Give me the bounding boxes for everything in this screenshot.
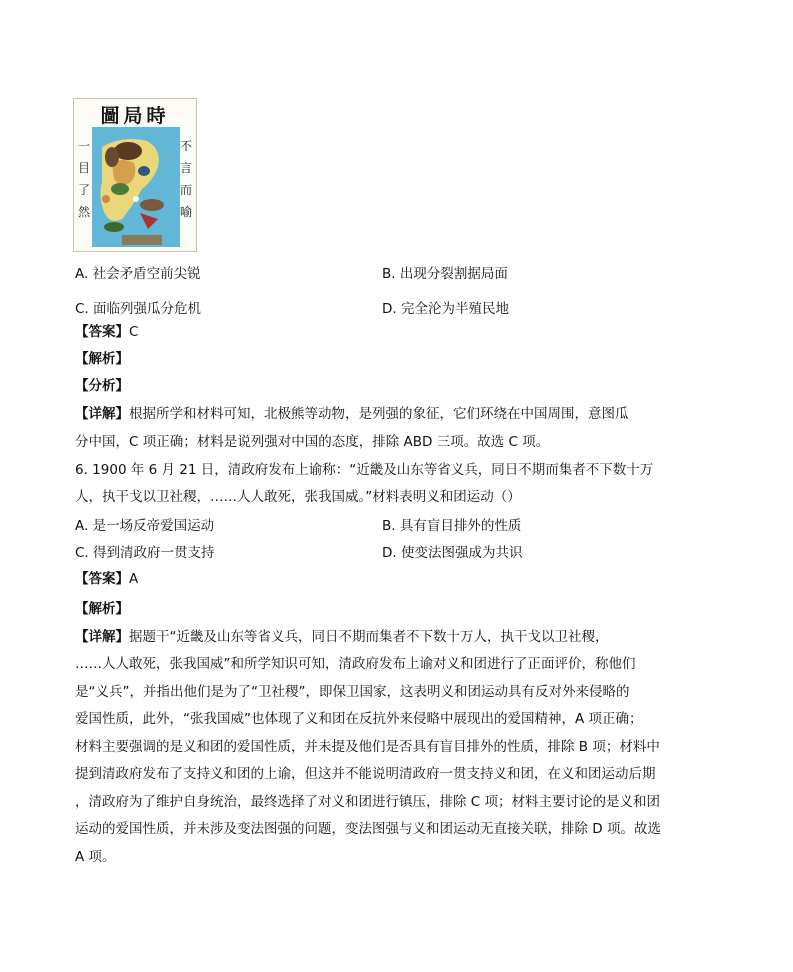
q6-detail-line-3: 是“义兵”，并指出他们是为了“卫社稷”，即保卫国家，这表明义和团运动具有反对外来侵略的 — [75, 684, 630, 700]
q6-analysis-tag: 【解析】 — [75, 601, 129, 617]
q5-answer-value: C — [129, 324, 139, 340]
q5-option-c: C. 面临列强瓜分危机 — [75, 301, 202, 317]
q6-detail-line-6: 提到清政府发布了支持义和团的上谕，但这并不能说明清政府一贯支持义和团，在义和团运动后期 — [75, 766, 656, 782]
q6-option-c: C. 得到清政府一贯支持 — [75, 545, 215, 561]
q5-option-d: D. 完全沦为半殖民地 — [382, 301, 509, 317]
q6-answer-value: A — [129, 571, 139, 587]
china-map-icon — [92, 127, 180, 247]
q6-stem-line-2: 人，执干戈以卫社稷，……人人敢死，张我国威。”材料表明义和团运动（） — [75, 489, 521, 505]
q6-detail-line-5: 材料主要强调的是义和团的爱国性质，并未提及他们是否具有盲目排外的性质，排除 B 项；材料中 — [75, 739, 660, 755]
q5-detail-line-2: 分中国，C 项正确；材料是说列强对中国的态度，排除 ABD 三项。故选 C 项。 — [75, 434, 550, 450]
q5-analysis-tag: 【解析】 — [75, 351, 129, 367]
q5-detail-tag: 【详解】 — [75, 406, 129, 422]
q5-detail-line-1: 【详解】根据所学和材料可知，北极熊等动物，是列强的象征，它们环绕在中国周围，意图瓜 — [75, 406, 629, 422]
q6-detail-tag: 【详解】 — [75, 629, 129, 645]
q6-detail-line-4: 爱国性质，此外，“张我国威”也体现了义和团在反抗外来侵略中展现出的爱国精神，A 项正确； — [75, 711, 643, 727]
q6-detail-line-1: 【详解】据题干“近畿及山东等省义兵，同日不期而集者不下数十万人，执干戈以卫社稷， — [75, 629, 609, 645]
cartoon-image — [73, 98, 197, 252]
q5-answer-tag: 【答案】 — [75, 324, 129, 340]
cartoon-title: 圖局時 — [100, 105, 170, 127]
q6-option-b: B. 具有盲目排外的性质 — [382, 518, 522, 534]
q5-option-a: A. 社会矛盾空前尖锐 — [75, 266, 201, 282]
q6-detail-line-7: ，清政府为了维护自身统治，最终选择了对义和团进行镇压，排除 C 项；材料主要讨论的是义和团 — [75, 794, 661, 810]
q6-answer — [75, 568, 138, 590]
q6-stem-line-1: 6. 1900 年 6 月 21 日，清政府发布上谕称：“近畿及山东等省义兵，同日不期而集者不下数十万 — [75, 462, 654, 478]
cartoon-map-illustration — [92, 127, 180, 247]
q5-option-b: B. 出现分裂割据局面 — [382, 266, 508, 282]
q6-answer-tag: 【答案】 — [75, 571, 129, 587]
cartoon-right-text: 不言而喻 — [179, 139, 192, 219]
q6-detail-line-9: A 项。 — [75, 849, 116, 865]
q5-fenxi-tag: 【分析】 — [75, 378, 129, 394]
q6-option-a: A. 是一场反帝爱国运动 — [75, 518, 215, 534]
q6-detail-line-8: 运动的爱国性质，并未涉及变法图强的问题，变法图强与义和团运动无直接关联，排除 D 项。故选 — [75, 821, 661, 837]
q6-option-d: D. 使变法图强成为共识 — [382, 545, 523, 561]
cartoon-left-text: 一目了然 — [77, 139, 90, 219]
q5-answer — [75, 321, 138, 343]
q6-detail-line-2: ……人人敢死，张我国威”和所学知识可知，清政府发布上谕对义和团进行了正面评价，称他们 — [75, 656, 636, 672]
